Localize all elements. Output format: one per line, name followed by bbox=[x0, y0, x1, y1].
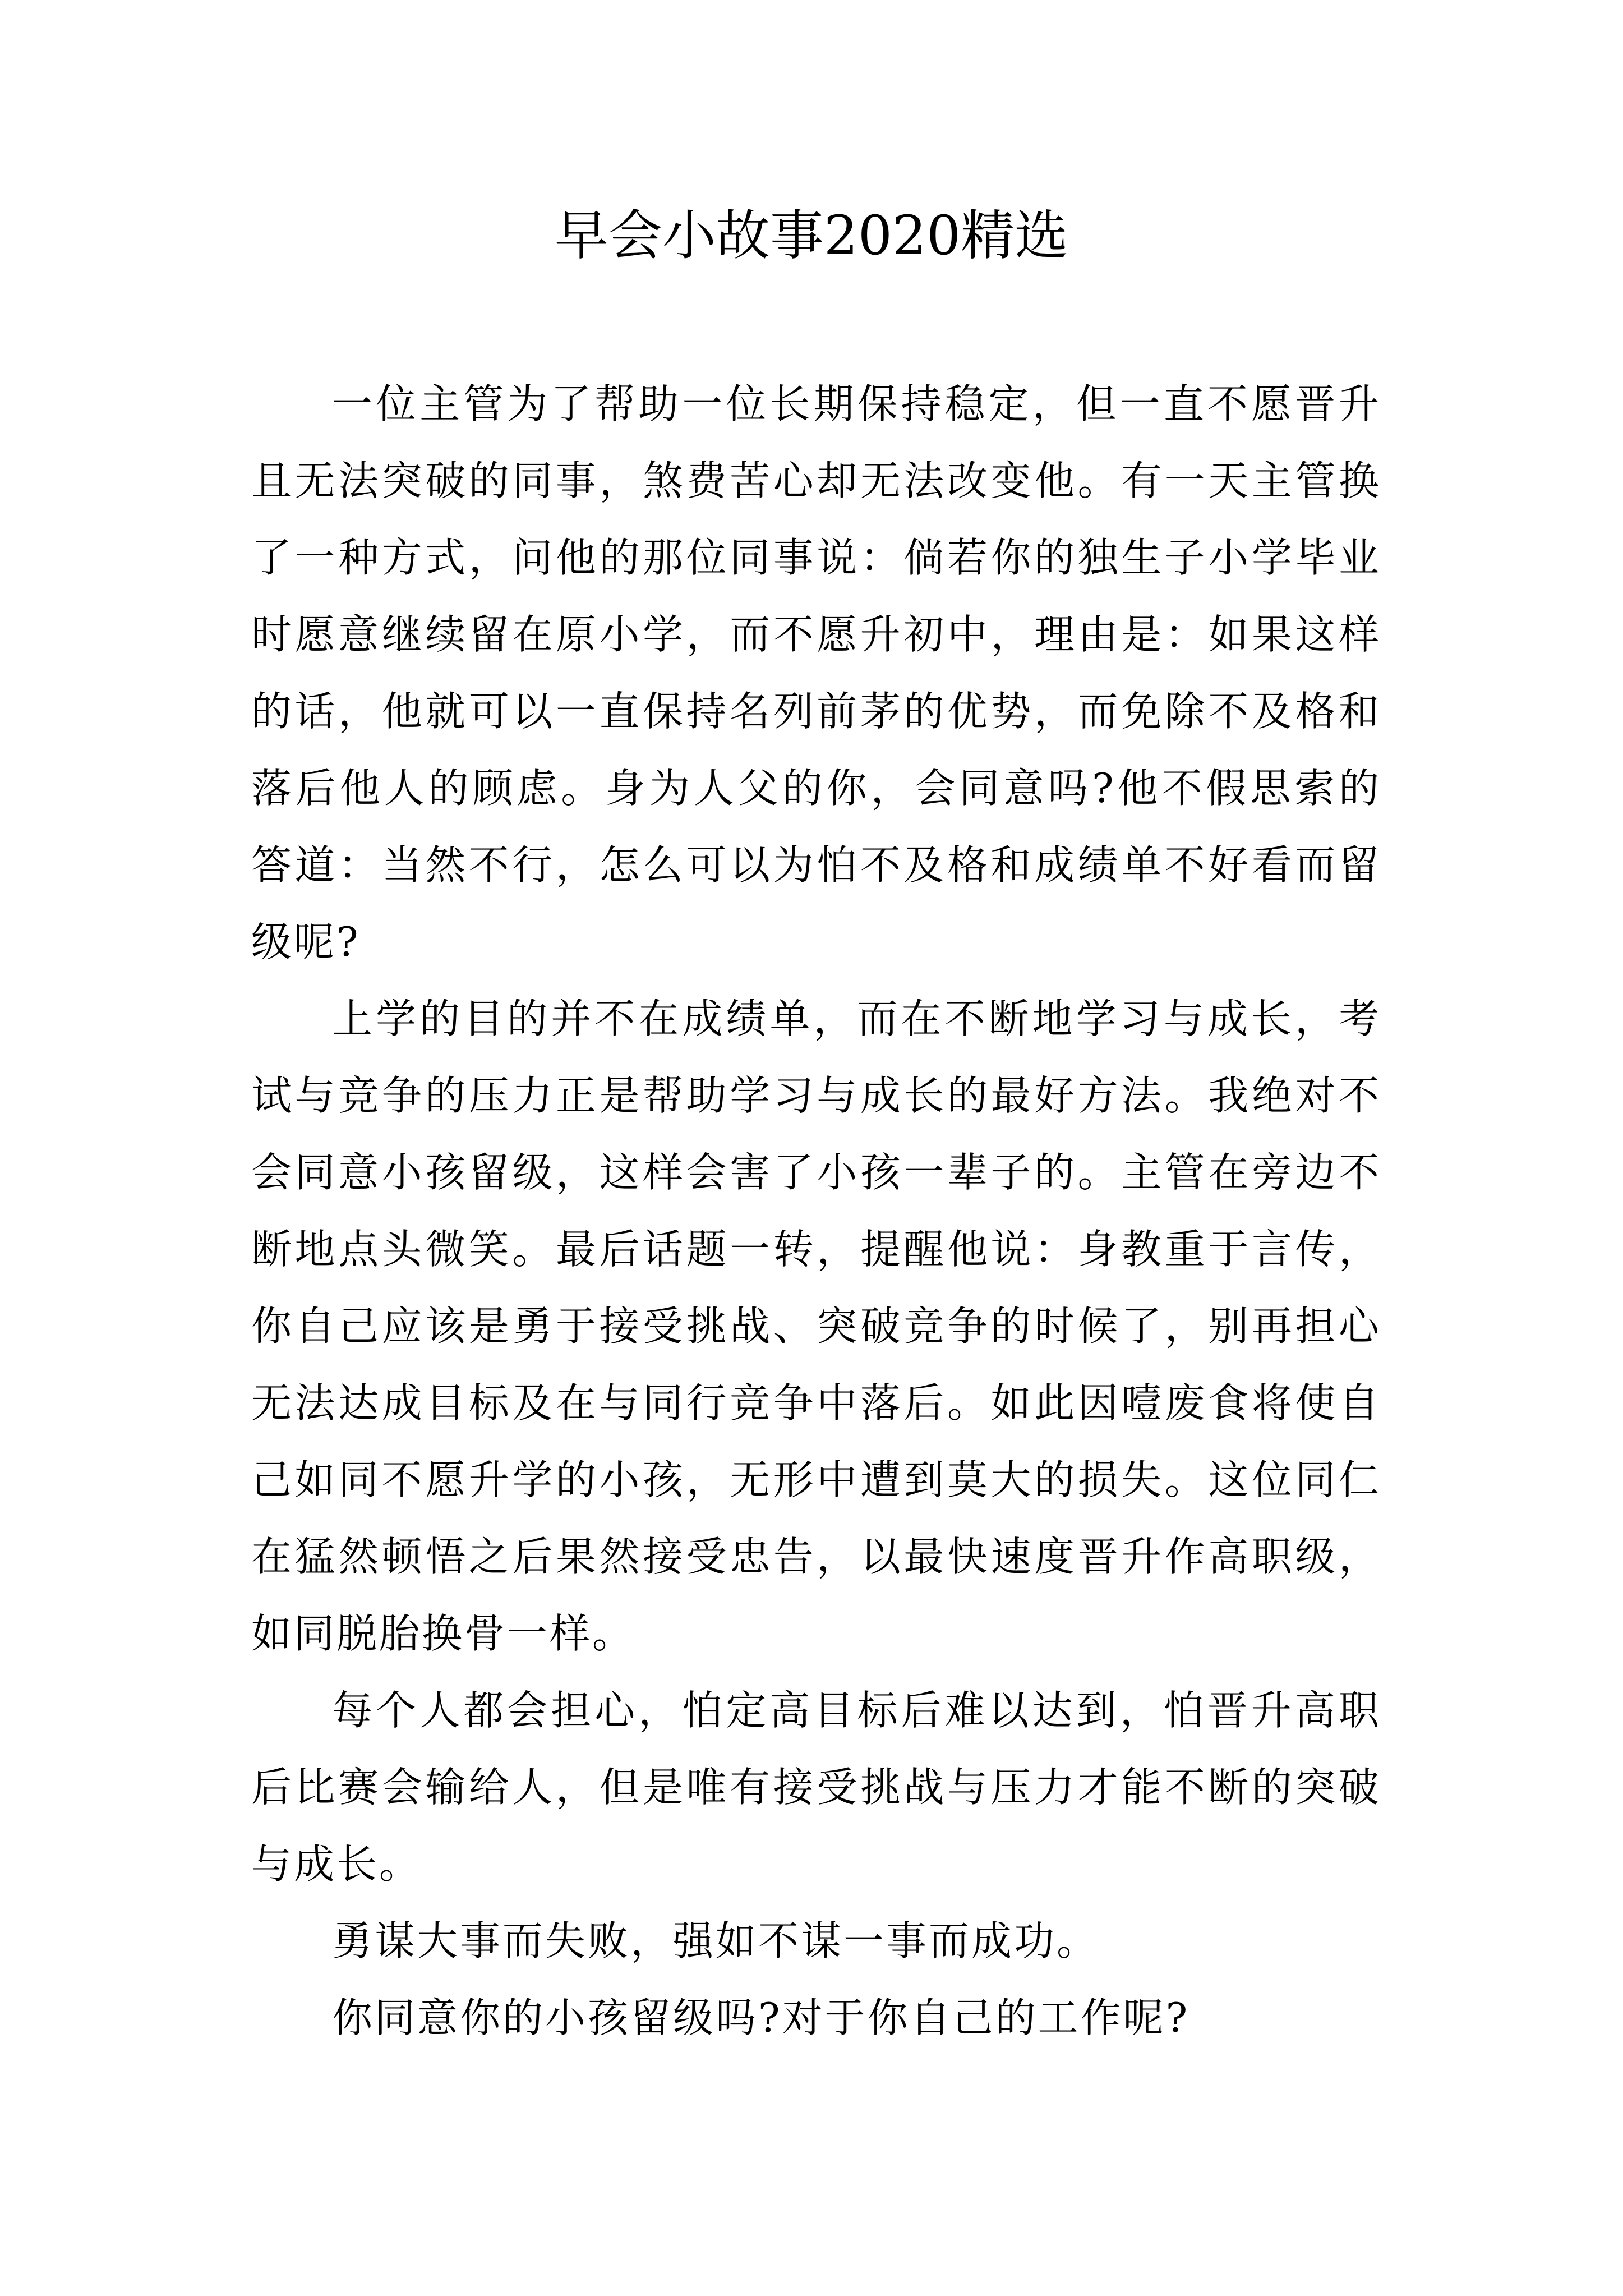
paragraph: 上学的目的并不在成绩单，而在不断地学习与成长，考试与竞争的压力正是帮助学习与成长的最好方法。我绝对不会同意小孩留级，这样会害了小孩一辈子的。主管在旁边不断地点头微笑。最后话题一转，提醒他说：身教重于言传，你自己应该是勇于接受挑战、突破竞争的时候了，别再担心无法达成目标及在与同行竞争中落后。如此因噎废食将使自己如同不愿升学的小孩，无形中遭到莫大的损失。这位同仁在猛然顿悟之后果然接受忠告，以最快速度晋升作高职级，如同脱胎换骨一样。 bbox=[251, 995, 1381, 1657]
paragraph: 一位主管为了帮助一位长期保持稳定，但一直不愿晋升且无法突破的同事，煞费苦心却无法改变他。有一天主管换了一种方式，问他的那位同事说：倘若你的独生子小学毕业时愿意继续留在原小学，而不愿升初中，理由是：如果这样的话，他就可以一直保持名列前茅的优势，而免除不及格和落后他人的顾虑。身为人父的你，会同意吗?他不假思索的答道：当然不行，怎么可以为怕不及格和成绩单不好看而留级呢? bbox=[251, 380, 1381, 965]
paragraph: 每个人都会担心，怕定高目标后难以达到，怕晋升高职后比赛会输给人，但是唯有接受挑战与压力才能不断的突破与成长。 bbox=[251, 1687, 1381, 1888]
paragraph: 你同意你的小孩留级吗?对于你自己的工作呢? bbox=[332, 1994, 1190, 2041]
document-body bbox=[251, 366, 1381, 2056]
document-title: 早会小故事2020精选 bbox=[554, 204, 1069, 267]
paragraph: 勇谋大事而失败，强如不谋一事而成功。 bbox=[332, 1917, 1100, 1964]
